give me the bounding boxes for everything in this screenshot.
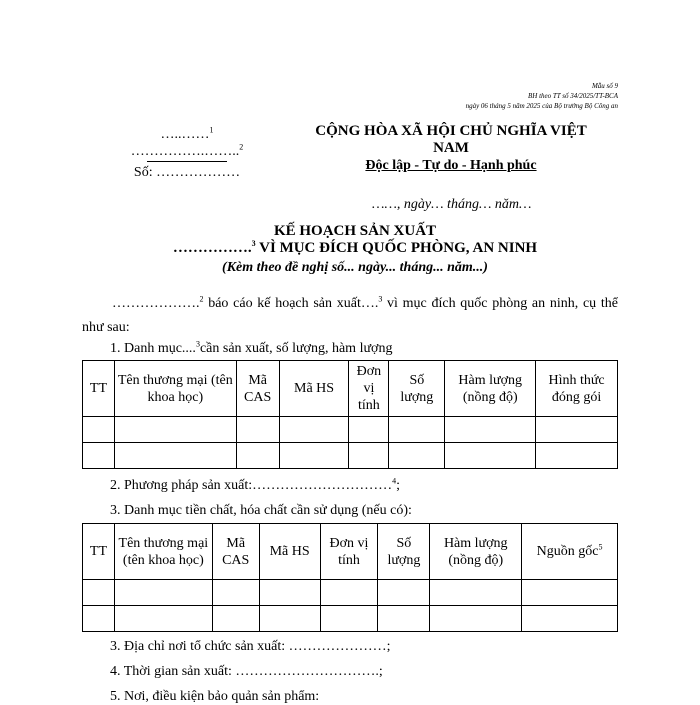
table-cell [522,606,618,632]
table-cell [430,606,522,632]
date-line: ……, ngày… tháng… năm… [372,197,532,212]
header-cell: Số lượng [389,361,445,417]
section-address: 3. Địa chỉ nơi tổ chức sản xuất: …………………; [110,639,391,654]
form-circular: BH theo TT số 34/2025/TT-BCA [528,92,618,100]
table-cell [83,417,115,443]
table-cell [83,443,115,469]
header-cell: TT [83,524,115,580]
table-cell [114,443,236,469]
header-cell: Đơn vị tính [320,524,378,580]
national-title-line1: CỘNG HÒA XÃ HỘI CHỦ NGHĨA VIỆT [315,123,587,139]
table-cell [114,417,236,443]
header-cell: Mã HS [279,361,349,417]
table-cell [389,443,445,469]
national-title-line2: NAM [433,140,469,156]
table-cell [114,580,212,606]
table-cell [378,606,430,632]
agency-header [112,126,262,181]
table-cell [236,443,279,469]
table-cell [83,580,115,606]
section-3-heading: 3. Danh mục tiền chất, hóa chất cần sử dụng (nếu có): [110,503,412,518]
table-cell [259,606,320,632]
header-cell: Mã CAS [236,361,279,417]
national-motto: Độc lập - Tự do - Hạnh phúc [365,158,537,173]
table-cell [212,606,259,632]
table-cell [83,606,115,632]
table-cell [114,606,212,632]
table-cell [279,443,349,469]
table-cell [430,580,522,606]
table-cell [445,443,536,469]
table-row [83,443,618,469]
table-cell [279,417,349,443]
document-subtitle: …………….$^3$ VÌ MỤC ĐÍCH QUỐC PHÒNG, AN NINH [172,239,538,256]
national-header [306,123,596,174]
section-storage: 5. Nơi, điều kiện bảo quản sản phẩm: [110,689,320,704]
document-number: Số: ……………… [133,165,241,180]
table-cell [536,443,618,469]
table-cell [389,417,445,443]
agency-line: …………….……..$^2$ [130,142,244,159]
parent-agency-line: …..……$^1$ [160,125,214,142]
form-date: ngày 06 tháng 5 năm 2025 của Bộ trưởng Bộ Công an [465,102,618,110]
table-cell [378,580,430,606]
header-cell: Tên thương mại (tên khoa học) [114,361,236,417]
document-title: KẾ HOẠCH SẢN XUẤT [273,223,437,239]
intro-paragraph: ……………….$^2$ báo cáo kế hoạch sản xuất….$^3$ vì mục đích quốc phòng an ninh, cụ thể như sau: [82,294,618,335]
table-cell [536,417,618,443]
form-number: Mẫu số 9 [591,82,618,90]
table-cell [445,417,536,443]
table-row [83,417,618,443]
header-cell: TT [83,361,115,417]
table-cell [349,417,389,443]
header-cell: Đơn vị tính [349,361,389,417]
header-cell: Mã HS [259,524,320,580]
header-cell: Nguồn gốc$^5$ [522,524,618,580]
section-2-method: 2. Phương pháp sản xuất:…………………………$^4$; [110,476,401,493]
production-items-table [82,360,618,469]
table-row [83,580,618,606]
agency-underline [147,161,227,162]
table-header-row [83,361,618,417]
table-cell [236,417,279,443]
table-header-row [83,524,618,580]
header-cell: Hình thức đóng gói [536,361,618,417]
document-attachment-note: (Kèm theo đề nghị số... ngày... tháng... năm...) [222,260,488,275]
table-cell [259,580,320,606]
header-cell: Số lượng [378,524,430,580]
header-cell: Hàm lượng (nồng độ) [445,361,536,417]
section-1-heading: 1. Danh mục....$^3$cần sản xuất, số lượng, hàm lượng [110,339,393,356]
table-cell [522,580,618,606]
header-cell: Mã CAS [212,524,259,580]
header-cell: Tên thương mại (tên khoa học) [114,524,212,580]
section-production-time: 4. Thời gian sản xuất: ………………………….; [110,664,383,679]
precursor-chemicals-table [82,523,618,632]
table-row [83,606,618,632]
table-cell [320,580,378,606]
header-cell: Hàm lượng (nồng độ) [430,524,522,580]
table-cell [349,443,389,469]
table-cell [212,580,259,606]
form-number-note [466,81,618,111]
table-cell [320,606,378,632]
